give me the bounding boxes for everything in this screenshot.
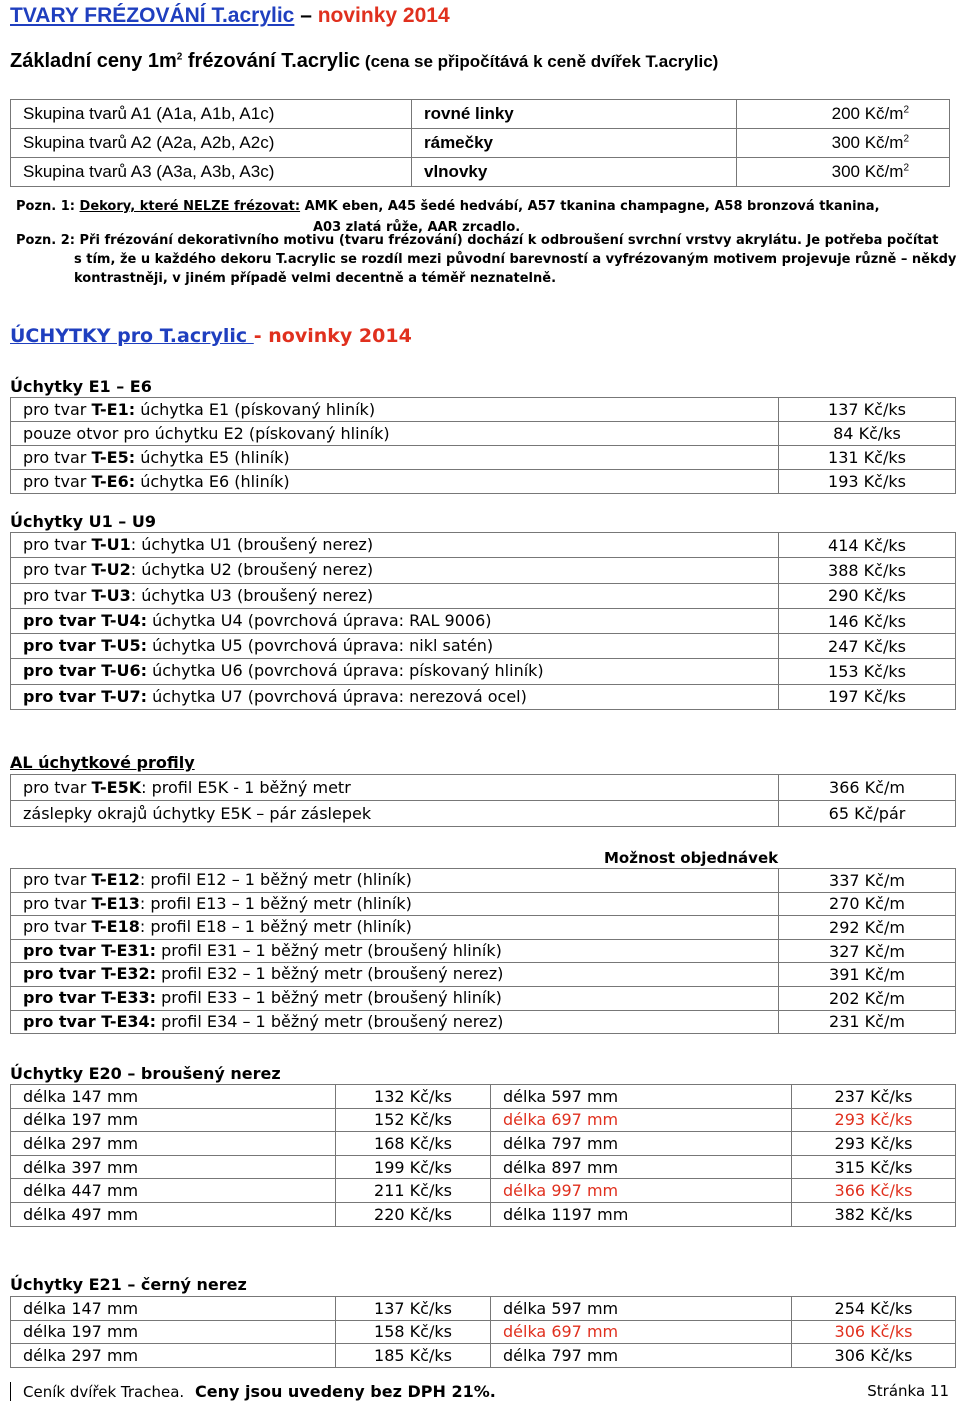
length-b: délka 997 mm [491, 1179, 792, 1203]
e21-table [10, 1296, 956, 1368]
item-detail: : profil E13 – 1 běžný metr (hliník) [139, 893, 412, 913]
item-code: T-U6: [101, 661, 147, 681]
item-detail: : profil E12 – 1 běžný metr (hliník) [139, 870, 412, 889]
item-price: 65 Kč/pár [779, 801, 956, 827]
item-prefix: pro tvar [23, 472, 92, 491]
item-description [11, 775, 779, 801]
note-2-label: Pozn. 2: [16, 233, 75, 248]
price-row [11, 583, 956, 608]
length-a: délka 197 mm [11, 1320, 336, 1344]
price-b: 293 Kč/ks [792, 1108, 956, 1132]
shape-price [737, 158, 950, 187]
base-prefix: Základní ceny 1m [10, 50, 177, 72]
item-price: 292 Kč/m [779, 916, 956, 940]
item-detail: profil E33 – 1 běžný metr (broušený hliník) [156, 987, 502, 1007]
note-1-text2: A03 zlatá růže, AAR zrcadlo. [313, 220, 521, 235]
title-dash: – [294, 4, 318, 27]
shape-price-value: 200 Kč/m [831, 104, 904, 123]
item-description [11, 1010, 779, 1034]
length-b: délka 697 mm [491, 1108, 792, 1132]
item-detail: : úchytka U3 (broušený nerez) [130, 585, 374, 605]
item-prefix: pro tvar [23, 535, 92, 554]
e20-table [10, 1084, 956, 1227]
shape-type: vlnovky [412, 158, 737, 187]
item-prefix: záslepky okrajů úchytky E5K – pár záslepek [23, 804, 372, 823]
item-code: T-E34: [101, 1011, 157, 1031]
e-group-title: Úchytky E1 – E6 [10, 377, 152, 396]
shape-price-value: 300 Kč/m [831, 133, 904, 152]
item-price: 366 Kč/m [779, 775, 956, 801]
length-row [11, 1344, 956, 1368]
item-prefix: pro tvar [23, 400, 92, 419]
item-detail: úchytka U4 (povrchová úprava: RAL 9006) [146, 610, 492, 630]
price-row [11, 608, 956, 633]
length-row [11, 1297, 956, 1321]
note-1-underlined: Dekory, které NELZE frézovat: [79, 199, 301, 214]
length-row [11, 1179, 956, 1203]
note-1-label: Pozn. 1: [16, 199, 75, 214]
item-description [11, 939, 779, 963]
item-description [11, 892, 779, 916]
item-code: T-E5: [91, 448, 136, 467]
item-code: T-U3 [91, 585, 131, 605]
price-b: 306 Kč/ks [792, 1320, 956, 1344]
price-b: 315 Kč/ks [792, 1155, 956, 1179]
item-description [11, 801, 779, 827]
item-prefix: pro tvar [23, 661, 102, 681]
item-code: T-E6: [91, 472, 136, 491]
price-row [11, 986, 956, 1010]
item-price: 153 Kč/ks [779, 659, 956, 684]
item-price: 197 Kč/ks [779, 684, 956, 709]
shapes-table [10, 99, 950, 187]
shape-price-sup: 2 [903, 162, 909, 174]
base-sup: 2 [176, 51, 183, 63]
title-link[interactable]: TVARY FRÉZOVÁNÍ T.acrylic [10, 4, 295, 27]
price-row [11, 659, 956, 684]
footer-vat-note: Ceny jsou uvedeny bez DPH 21%. [194, 1382, 496, 1401]
price-row [11, 892, 956, 916]
length-b: délka 597 mm [491, 1297, 792, 1321]
item-description [11, 659, 779, 684]
item-prefix: pro tvar [23, 964, 102, 984]
item-description [11, 533, 779, 558]
item-detail: úchytka E1 (pískovaný hliník) [135, 400, 376, 419]
shape-group: Skupina tvarů A2 (A2a, A2b, A2c) [11, 129, 412, 158]
shape-row [11, 129, 950, 158]
base-prices-heading [10, 50, 718, 73]
item-detail: úchytka U5 (povrchová úprava: nikl satén) [146, 636, 494, 656]
item-price: 270 Kč/m [779, 892, 956, 916]
handles-year-note: novinky 2014 [268, 325, 412, 347]
length-a: délka 447 mm [11, 1179, 336, 1203]
footer-page: Stránka 11 [867, 1382, 949, 1400]
al-group-title: AL úchytkové profily [10, 753, 195, 772]
price-a: 199 Kč/ks [336, 1155, 491, 1179]
price-b: 293 Kč/ks [792, 1132, 956, 1156]
item-detail: úchytka E6 (hliník) [135, 472, 290, 491]
page-title [10, 4, 450, 28]
note-1-text: AMK eben, A45 šedé hedvábí, A57 tkanina champagne, A58 bronzová tkanina, [300, 199, 880, 214]
length-a: délka 397 mm [11, 1155, 336, 1179]
price-row [11, 470, 956, 494]
item-code: T-E1: [91, 400, 136, 419]
shape-row [11, 158, 950, 187]
price-row [11, 634, 956, 659]
price-row [11, 801, 956, 827]
al-group-table [10, 774, 956, 827]
shape-price [737, 129, 950, 158]
length-b: délka 797 mm [491, 1132, 792, 1156]
price-a: 185 Kč/ks [336, 1344, 491, 1368]
item-prefix: pro tvar [23, 610, 102, 630]
item-detail: : úchytka U2 (broušený nerez) [130, 560, 374, 580]
price-row [11, 533, 956, 558]
price-row [11, 684, 956, 709]
shape-type: rámečky [412, 129, 737, 158]
item-price: 327 Kč/m [779, 939, 956, 963]
item-description [11, 422, 779, 446]
e-group-table [10, 397, 956, 494]
item-description [11, 634, 779, 659]
item-code: T-U2 [91, 560, 131, 580]
u-group-title: Úchytky U1 – U9 [10, 512, 156, 531]
length-row [11, 1320, 956, 1344]
price-b: 382 Kč/ks [792, 1202, 956, 1226]
price-a: 152 Kč/ks [336, 1108, 491, 1132]
length-row [11, 1155, 956, 1179]
item-detail: profil E32 – 1 běžný metr (broušený nerez) [156, 964, 504, 984]
item-description [11, 558, 779, 583]
item-code: T-U1 [91, 535, 131, 554]
e21-title: Úchytky E21 – černý nerez [10, 1275, 247, 1294]
length-a: délka 147 mm [11, 1297, 336, 1321]
handles-link[interactable]: ÚCHYTKY pro T.acrylic [10, 325, 254, 347]
options-table [10, 868, 956, 1034]
handles-dash: - [253, 325, 269, 347]
item-prefix: pro tvar [23, 940, 102, 960]
item-code: T-E12 [91, 870, 140, 889]
length-a: délka 197 mm [11, 1108, 336, 1132]
item-prefix: pro tvar [23, 870, 92, 889]
price-b: 306 Kč/ks [792, 1344, 956, 1368]
item-detail: profil E34 – 1 běžný metr (broušený nerez) [156, 1011, 504, 1031]
length-a: délka 147 mm [11, 1085, 336, 1109]
item-description [11, 963, 779, 987]
length-row [11, 1108, 956, 1132]
item-price: 388 Kč/ks [779, 558, 956, 583]
length-b: délka 897 mm [491, 1155, 792, 1179]
item-code: T-E5K [91, 778, 142, 797]
handles-heading [10, 325, 412, 347]
item-prefix: pro tvar [23, 585, 92, 605]
length-b: délka 797 mm [491, 1344, 792, 1368]
price-row [11, 398, 956, 422]
shape-type: rovné linky [412, 100, 737, 129]
item-code: T-E13 [91, 893, 140, 913]
item-detail: : úchytka U1 (broušený nerez) [130, 535, 374, 554]
item-prefix: pro tvar [23, 448, 92, 467]
price-a: 168 Kč/ks [336, 1132, 491, 1156]
item-prefix: pro tvar [23, 636, 102, 656]
price-a: 220 Kč/ks [336, 1202, 491, 1226]
item-description [11, 583, 779, 608]
item-code: T-E33: [101, 987, 157, 1007]
item-prefix: pro tvar [23, 987, 102, 1007]
item-description [11, 446, 779, 470]
item-code: T-U7: [101, 686, 147, 706]
item-price: 193 Kč/ks [779, 470, 956, 494]
note-2-line1: Při frézování dekorativního motivu (tvaru frézování) dochází k odbroušení svrchní vrstvy akrylátu. Je potřeba počítat [79, 233, 939, 248]
item-description [11, 869, 779, 893]
item-code: T-E32: [101, 964, 157, 984]
length-b: délka 697 mm [491, 1320, 792, 1344]
shape-group: Skupina tvarů A1 (A1a, A1b, A1c) [11, 100, 412, 129]
length-a: délka 297 mm [11, 1132, 336, 1156]
item-price: 247 Kč/ks [779, 634, 956, 659]
item-price: 137 Kč/ks [779, 398, 956, 422]
length-row [11, 1132, 956, 1156]
price-a: 158 Kč/ks [336, 1320, 491, 1344]
year-note: novinky 2014 [317, 4, 450, 27]
item-price: 202 Kč/m [779, 986, 956, 1010]
note-2-line2: s tím, že u každého dekoru T.acrylic se rozdíl mezi původní barevností a vyfrézovaným motivem projevuje různě – někdy [74, 252, 957, 267]
item-code: T-E31: [101, 940, 157, 960]
price-row [11, 916, 956, 940]
price-row [11, 775, 956, 801]
item-detail: : profil E5K - 1 běžný metr [141, 778, 351, 797]
item-prefix: pro tvar [23, 686, 102, 706]
price-b: 366 Kč/ks [792, 1179, 956, 1203]
footer-left: Ceník dvířek Trachea. [23, 1383, 185, 1401]
price-a: 137 Kč/ks [336, 1297, 491, 1321]
length-row [11, 1085, 956, 1109]
item-prefix: pro tvar [23, 917, 92, 937]
item-price: 391 Kč/m [779, 963, 956, 987]
price-row [11, 869, 956, 893]
item-price: 290 Kč/ks [779, 583, 956, 608]
item-description [11, 608, 779, 633]
price-row [11, 939, 956, 963]
shape-price-sup: 2 [903, 133, 909, 145]
price-row [11, 422, 956, 446]
price-a: 211 Kč/ks [336, 1179, 491, 1203]
shape-row [11, 100, 950, 129]
item-price: 84 Kč/ks [779, 422, 956, 446]
shape-price-sup: 2 [903, 104, 909, 116]
item-detail: úchytka U6 (povrchová úprava: pískovaný hliník) [146, 661, 544, 681]
item-detail: úchytka U7 (povrchová úprava: nerezová ocel) [146, 686, 527, 706]
item-price: 146 Kč/ks [779, 608, 956, 633]
item-detail: profil E31 – 1 běžný metr (broušený hliník) [156, 940, 502, 960]
item-description [11, 398, 779, 422]
item-price: 414 Kč/ks [779, 533, 956, 558]
item-price: 337 Kč/m [779, 869, 956, 893]
item-description [11, 684, 779, 709]
price-a: 132 Kč/ks [336, 1085, 491, 1109]
options-title: Možnost objednávek [604, 849, 779, 867]
item-detail: : profil E18 – 1 běžný metr (hliník) [139, 917, 412, 937]
shape-price-value: 300 Kč/m [831, 162, 904, 181]
shape-price [737, 100, 950, 129]
item-detail: úchytka E5 (hliník) [135, 448, 290, 467]
item-code: T-E18 [91, 917, 140, 937]
price-row [11, 1010, 956, 1034]
item-description [11, 470, 779, 494]
item-prefix: pro tvar [23, 778, 92, 797]
length-a: délka 497 mm [11, 1202, 336, 1226]
item-price: 131 Kč/ks [779, 446, 956, 470]
price-b: 237 Kč/ks [792, 1085, 956, 1109]
length-a: délka 297 mm [11, 1344, 336, 1368]
price-b: 254 Kč/ks [792, 1297, 956, 1321]
item-description [11, 986, 779, 1010]
shape-group: Skupina tvarů A3 (A3a, A3b, A3c) [11, 158, 412, 187]
base-suffix: frézování T.acrylic [182, 50, 361, 72]
item-code: T-U5: [101, 636, 147, 656]
item-prefix: pouze otvor pro úchytku E2 (pískovaný hliník) [23, 424, 390, 443]
item-prefix: pro tvar [23, 1011, 102, 1031]
footer [10, 1382, 955, 1401]
note-2-line3: kontrastněji, v jiném případě velmi decentně a téměř neznatelně. [74, 271, 557, 286]
base-note: (cena se připočítává k ceně dvířek T.acrylic) [360, 52, 719, 71]
length-b: délka 1197 mm [491, 1202, 792, 1226]
price-row [11, 963, 956, 987]
price-row [11, 558, 956, 583]
length-row [11, 1202, 956, 1226]
item-code: T-U4: [101, 610, 147, 630]
e20-title: Úchytky E20 – broušený nerez [10, 1064, 281, 1083]
u-group-table [10, 532, 956, 710]
price-row [11, 446, 956, 470]
note-2 [16, 231, 956, 288]
item-prefix: pro tvar [23, 893, 92, 913]
item-prefix: pro tvar [23, 560, 92, 580]
item-description [11, 916, 779, 940]
item-price: 231 Kč/m [779, 1010, 956, 1034]
length-b: délka 597 mm [491, 1085, 792, 1109]
